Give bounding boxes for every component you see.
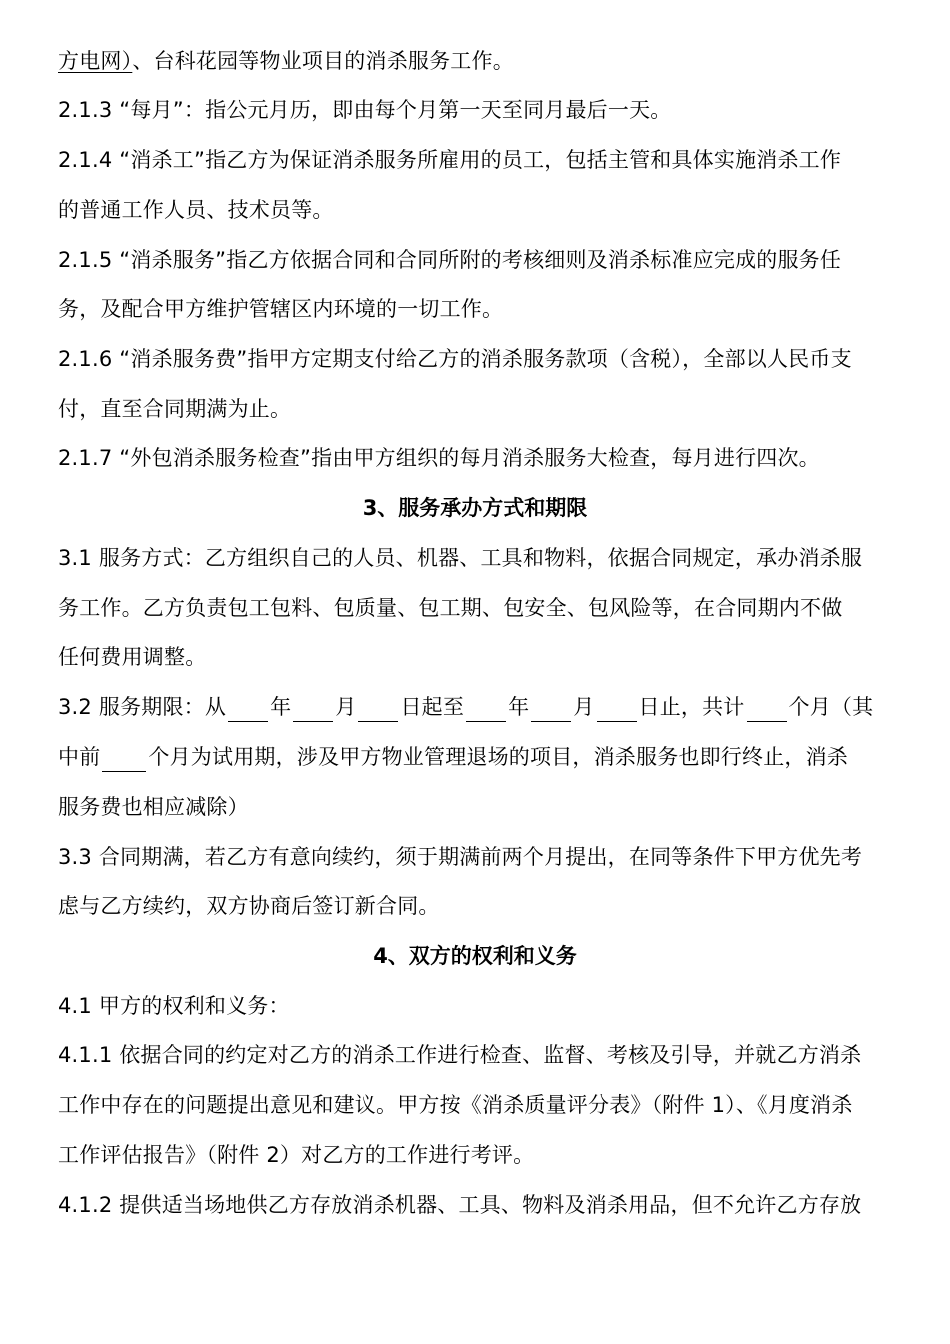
clause-2-1-5: 2.1.5 “消杀服务”指乙方依据合同和合同所附的考核细则及消杀标准应完成的服务任 bbox=[58, 248, 842, 272]
clause-text: 日止，共计 bbox=[638, 695, 745, 719]
clause-4-1-1-cont: 工作中存在的问题提出意见和建议。甲方按《消杀质量评分表》（附件 1）、《月度消杀 bbox=[58, 1093, 853, 1117]
clause-3-3: 3.3 合同期满，若乙方有意向续约，须于期满前两个月提出，在同等条件下甲方优先考 bbox=[58, 845, 863, 869]
paragraph-text: 、台科花园等物业项目的消杀服务工作。 bbox=[132, 49, 514, 73]
blank-field-end-day[interactable] bbox=[597, 697, 637, 722]
clause-3-3-cont: 虑与乙方续约，双方协商后签订新合同。 bbox=[58, 894, 440, 918]
clause-2-1-4: 2.1.4 “消杀工”指乙方为保证消杀服务所雇用的员工，包括主管和具体实施消杀工作 bbox=[58, 148, 842, 172]
clause-text: 年 bbox=[270, 695, 292, 719]
blank-field-trial-months[interactable] bbox=[102, 747, 146, 772]
section-heading-3: 3、服务承办方式和期限 bbox=[362, 496, 588, 520]
clause-text: 3.2 服务期限：从 bbox=[58, 695, 227, 719]
underlined-text: 方电网） bbox=[58, 49, 133, 73]
blank-field-months[interactable] bbox=[747, 697, 787, 722]
clause-2-1-3: 2.1.3 “每月”：指公元月历，即由每个月第一天至同月最后一天。 bbox=[58, 98, 672, 122]
clause-4-1-1: 4.1.1 依据合同的约定对乙方的消杀工作进行检查、监督、考核及引导，并就乙方消杀 bbox=[58, 1043, 862, 1067]
clause-3-2-cont2: 服务费也相应减除） bbox=[58, 795, 249, 819]
clause-2-1-4-cont: 的普通工作人员、技术员等。 bbox=[58, 198, 334, 222]
blank-field-end-year[interactable] bbox=[466, 697, 506, 722]
section-heading-4: 4、双方的权利和义务 bbox=[373, 944, 577, 968]
clause-4-1-1-cont2: 工作评估报告》（附件 2）对乙方的工作进行考评。 bbox=[58, 1143, 535, 1167]
clause-text: 日起至 bbox=[400, 695, 465, 719]
clause-text: 中前 bbox=[58, 745, 101, 769]
clause-text: 个月（其 bbox=[788, 695, 874, 719]
clause-text: 月 bbox=[335, 695, 357, 719]
clause-3-1: 3.1 服务方式：乙方组织自己的人员、机器、工具和物料，依据合同规定，承办消杀服 bbox=[58, 546, 863, 570]
clause-2-1-5-cont: 务，及配合甲方维护管辖区内环境的一切工作。 bbox=[58, 297, 504, 321]
clause-text: 月 bbox=[573, 695, 595, 719]
clause-2-1-6-cont: 付，直至合同期满为止。 bbox=[58, 397, 292, 421]
paragraph-line bbox=[58, 46, 908, 76]
blank-field-end-month[interactable] bbox=[531, 697, 571, 722]
clause-3-1-cont2: 任何费用调整。 bbox=[58, 645, 207, 669]
clause-3-2 bbox=[58, 692, 908, 722]
blank-field-start-day[interactable] bbox=[358, 697, 398, 722]
clause-3-2-cont bbox=[58, 742, 908, 772]
blank-field-start-year[interactable] bbox=[228, 697, 268, 722]
clause-4-1: 4.1 甲方的权利和义务： bbox=[58, 994, 290, 1018]
clause-2-1-6: 2.1.6 “消杀服务费”指甲方定期支付给乙方的消杀服务款项（含税），全部以人民币支 bbox=[58, 347, 852, 371]
clause-text: 个月为试用期，涉及甲方物业管理退场的项目，消杀服务也即行终止，消杀 bbox=[148, 745, 849, 769]
clause-text: 年 bbox=[508, 695, 530, 719]
clause-3-1-cont: 务工作。乙方负责包工包料、包质量、包工期、包安全、包风险等，在合同期内不做 bbox=[58, 596, 843, 620]
clause-4-1-2: 4.1.2 提供适当场地供乙方存放消杀机器、工具、物料及消杀用品，但不允许乙方存放 bbox=[58, 1193, 862, 1217]
clause-2-1-7: 2.1.7 “外包消杀服务检查”指由甲方组织的每月消杀服务大检查，每月进行四次。 bbox=[58, 446, 820, 470]
blank-field-start-month[interactable] bbox=[293, 697, 333, 722]
